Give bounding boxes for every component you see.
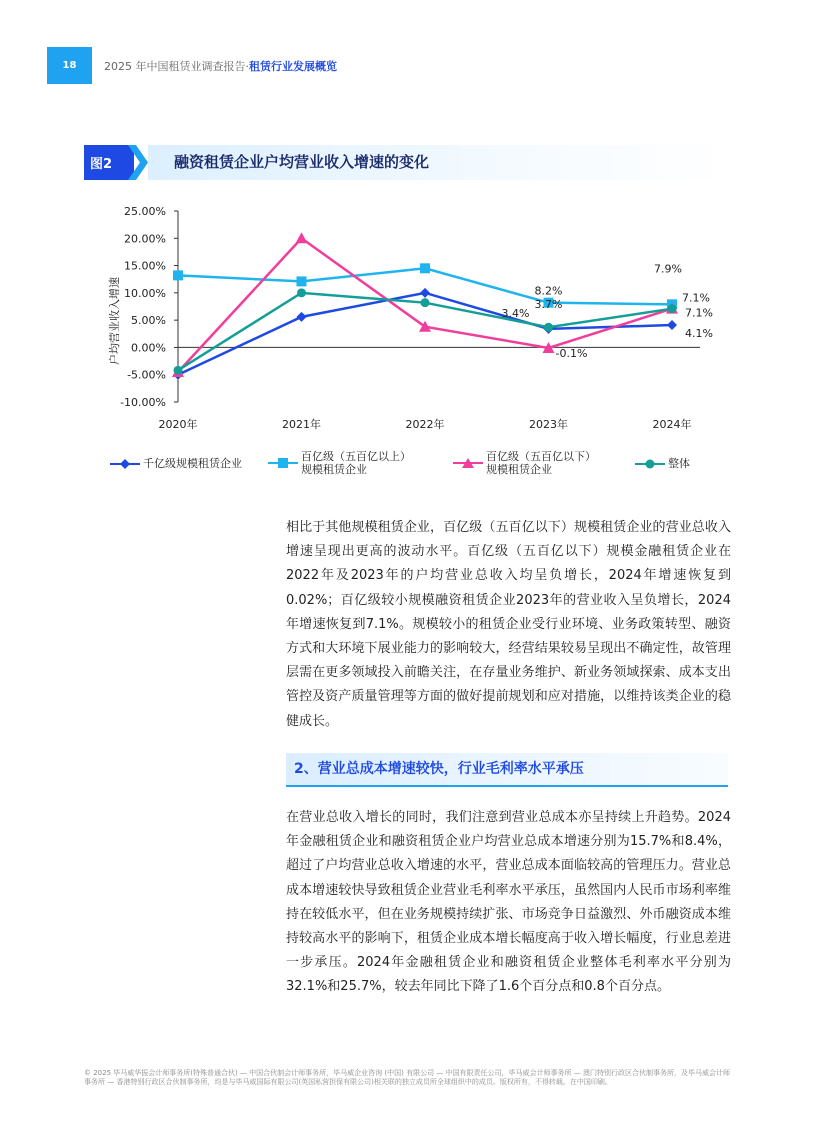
legend-label-3-line1: 百亿级（五百亿以下） <box>486 450 596 463</box>
data-point <box>297 288 306 297</box>
header-divider <box>89 56 92 74</box>
y-tick-label: 0.00% <box>131 341 166 355</box>
chart-legend <box>110 450 730 490</box>
data-point <box>544 323 553 332</box>
legend-label-2-line1: 百亿级（五百亿以上） <box>301 450 411 463</box>
data-point <box>668 304 677 313</box>
data-label: 3.4% <box>501 306 530 320</box>
body-paragraph-1: 相比于其他规模租赁企业，百亿级（五百亿以下）规模租赁企业的营业总收入增速呈现出更高的波动水平。百亿级（五百亿以下）规模金融租赁企业在2022年及2023年的户均营业总收入均呈负增长，2024年增速恢复到0.02%；百亿级较小规模融资租赁企业2023年的营业收入呈负增长，2024年增速恢复到7.1%。规模较小的租赁企业受行业环境、业务政策转型、融资方式和大环境下展业能力的影响较大，经营结果较易呈现出不确定性，故管理层需在更多领域投入前瞻关注，在存量业务维护、新业务领域探索、成本支出管控及资产质量管理等方面的做好提前规划和应对措施，以维持该类企业的稳健成长。 <box>286 520 731 729</box>
legend-label-3-line2: 规模租赁企业 <box>486 463 552 476</box>
section-heading <box>286 753 728 787</box>
line-chart <box>100 196 720 436</box>
legend-label-3 <box>486 450 596 476</box>
data-point <box>173 270 183 280</box>
data-label: 7.1% <box>685 306 713 320</box>
chevron-right-icon <box>128 145 150 180</box>
legend-label-2-line2: 规模租赁企业 <box>301 463 367 476</box>
legend-label-1: 千亿级规模租赁企业 <box>143 457 242 470</box>
data-point <box>296 232 308 243</box>
legend-label-2 <box>301 450 411 476</box>
data-point <box>174 366 183 375</box>
body-paragraph-2: 在营业总收入增长的同时，我们注意到营业总成本亦呈持续上升趋势。2024年金融租赁企业和融资租赁企业户均营业总成本增速分别为15.7%和8.4%，超过了户均营业总收入增速的水平，营业总成本面临较高的管理压力。营业总成本增速较快导致租赁企业营业毛利率水平承压，虽然国内人民币市场利率维持在较低水平，但在业务规模持续扩张、市场竞争日益激烈、外币融资成本维持较高水平的影响下，租赁企业成本增长幅度高于收入增长幅度，行业息差进一步承压。2024年金融租赁企业和融资租赁企业整体毛利率水平分别为32.1%和25.7%，较去年同比下降了1.6个百分点和0.8个百分点。 <box>286 810 731 995</box>
y-tick-label: 5.00% <box>131 314 166 328</box>
header-title <box>104 58 337 74</box>
x-tick-label: 2023年 <box>529 418 568 431</box>
x-tick-label: 2021年 <box>282 418 321 431</box>
legend-item-3 <box>453 450 596 476</box>
data-label: 7.9% <box>654 262 682 276</box>
data-point <box>667 320 677 330</box>
figure-label: 图2 <box>84 145 134 180</box>
data-point <box>297 276 307 286</box>
triangle-marker-icon <box>453 457 483 469</box>
legend-item-1 <box>110 457 242 470</box>
footer-copyright: © 2025 毕马威华振会计师事务所(特殊普通合伙) — 中国合伙制会计师事务所，毕马威企业咨询 (中国) 有限公司 — 中国有限责任公司，毕马威会计师事务所 — 澳门特别行政区合伙制事务所，及毕马威会计师事务所 — 香港特别行政区合伙制事务所，均是与毕马威国际有限公司(英国私营担保有限公司)相关联的独立成员所全球组织中的成员。版权所有，不得转载。在中国印刷。 <box>84 1069 730 1086</box>
data-label: 3.7% <box>534 298 563 312</box>
x-tick-label: 2024年 <box>652 418 692 431</box>
y-axis-label: 户均营业收入增速 <box>108 277 121 365</box>
data-point <box>420 263 430 273</box>
data-label: -0.1% <box>555 346 588 360</box>
data-point <box>420 288 430 298</box>
header-title-prefix: 2025 年中国租赁业调查报告· <box>104 60 249 73</box>
data-point <box>421 298 430 307</box>
data-label: 8.2% <box>534 284 563 298</box>
legend-item-2 <box>268 450 411 476</box>
data-point <box>297 312 307 322</box>
legend-label-4: 整体 <box>668 457 690 470</box>
header-title-highlight: 租赁行业发展概览 <box>249 60 337 73</box>
y-tick-label: -10.00% <box>120 396 166 409</box>
circle-marker-icon <box>635 458 665 470</box>
y-tick-label: -5.00% <box>127 368 166 382</box>
page-number: 18 <box>47 47 92 84</box>
figure-title: 融资租赁企业户均营业收入增速的变化 <box>174 153 430 171</box>
x-tick-label: 2022年 <box>405 418 445 431</box>
y-tick-label: 15.00% <box>124 259 166 273</box>
data-label: 7.1% <box>682 291 710 305</box>
section-title: 2、营业总成本增速较快，行业毛利率水平承压 <box>294 761 584 777</box>
data-label: 4.1% <box>685 327 713 341</box>
y-tick-label: 20.00% <box>124 232 166 246</box>
square-marker-icon <box>268 457 298 469</box>
y-tick-label: 10.00% <box>124 286 166 300</box>
legend-item-4 <box>635 457 690 470</box>
x-tick-label: 2020年 <box>158 418 198 431</box>
diamond-marker-icon <box>110 458 140 470</box>
y-tick-label: 25.00% <box>124 205 166 218</box>
